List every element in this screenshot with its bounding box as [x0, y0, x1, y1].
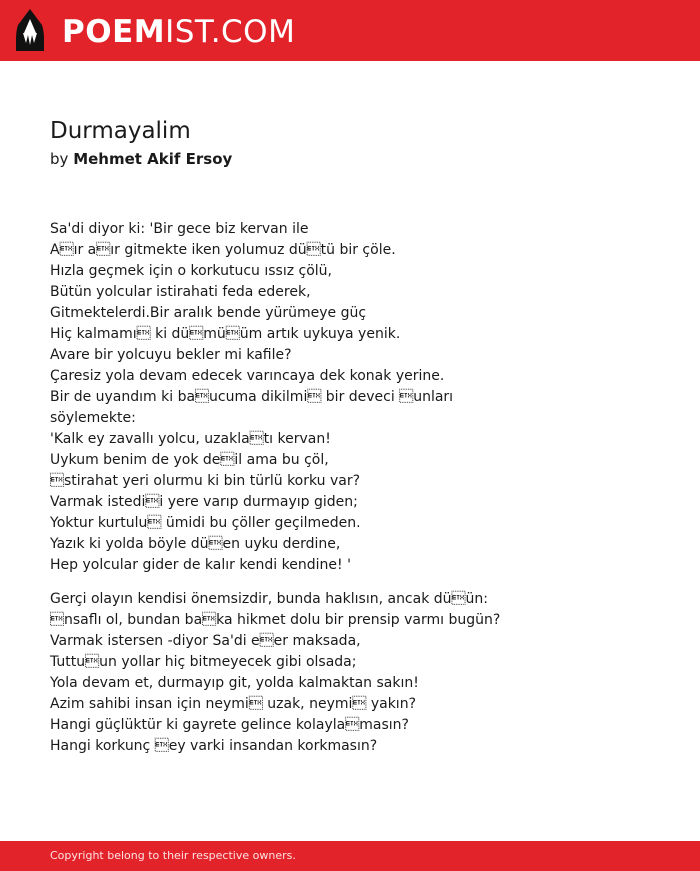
poem-line: Sa'di diyor ki: 'Bir gece biz kervan ile — [50, 221, 309, 237]
poem-line: Tuttuun yollar hiç bitmeyecek gibi olsada; — [50, 654, 357, 670]
poem-line: söylemekte: — [50, 410, 136, 426]
poem-line: Uykum benim de yok deil ama bu çöl, — [50, 452, 329, 468]
poem-line: Gitmektelerdi.Bir aralık bende yürümeye güç — [50, 305, 367, 321]
copyright-text: Copyright belong to their respective owners. — [50, 849, 296, 862]
author-name: Mehmet Akif Ersoy — [73, 150, 233, 168]
poem-line: nsaflı ol, bundan baka hikmet dolu bir prensip varmı bugün? — [50, 612, 501, 628]
poem-line: stirahat yeri olurmu ki bin türlü korku var? — [50, 473, 361, 489]
poem-title: Durmayalim — [50, 118, 191, 144]
poem-line: Yazık ki yolda böyle düen uyku derdine, — [50, 536, 341, 552]
poem-line: Avare bir yolcuyu bekler mi kafile? — [50, 347, 292, 363]
logo-text-light: IST.COM — [165, 14, 296, 50]
byline — [50, 149, 232, 169]
site-logo[interactable] — [62, 12, 295, 52]
poem-stanza — [50, 589, 670, 757]
pencil-logo-icon[interactable] — [16, 9, 44, 51]
poem-line: Yoktur kurtulu ümidi bu çöller geçilmeden. — [50, 515, 361, 531]
site-footer — [0, 841, 700, 871]
by-label: by — [50, 150, 69, 168]
poem-line: Varmak istersen -diyor Sa'di eer maksada, — [50, 633, 361, 649]
poem-line: Azim sahibi insan için neymi uzak, neymi yakın? — [50, 696, 416, 712]
poem-line: Hızla geçmek için o korkutucu ıssız çölü, — [50, 263, 333, 279]
poem-stanza — [50, 219, 670, 576]
poem-line: Hangi korkunç ey varki insandan korkmasın? — [50, 738, 378, 754]
poem-line: Hangi güçlüktür ki gayrete gelince kolaylamasın? — [50, 717, 409, 733]
poem-line: Hep yolcular gider de kalır kendi kendine! ' — [50, 557, 351, 573]
poem-line: Aır aır gitmekte iken yolumuz dütü bir çöle. — [50, 242, 396, 258]
poem-line: Bütün yolcular istirahati feda ederek, — [50, 284, 311, 300]
poem-body — [50, 219, 670, 757]
poem-line: Gerçi olayın kendisi önemsizdir, bunda haklısın, ancak düün: — [50, 591, 488, 607]
poem-line: Bir de uyandım ki baucuma dikilmi bir deveci unları — [50, 389, 454, 405]
site-header — [0, 0, 700, 61]
poem-line: Yola devam et, durmayıp git, yolda kalmaktan sakın! — [50, 675, 419, 691]
logo-text-bold: POEM — [62, 14, 166, 50]
poem-line: Çaresiz yola devam edecek varıncaya dek konak yerine. — [50, 368, 445, 384]
poem-line: 'Kalk ey zavallı yolcu, uzaklatı kervan! — [50, 431, 331, 447]
poem-line: Varmak istedii yere varıp durmayıp giden; — [50, 494, 358, 510]
poem-line: Hiç kalmamı ki dümüüm artık uykuya yenik. — [50, 326, 401, 342]
